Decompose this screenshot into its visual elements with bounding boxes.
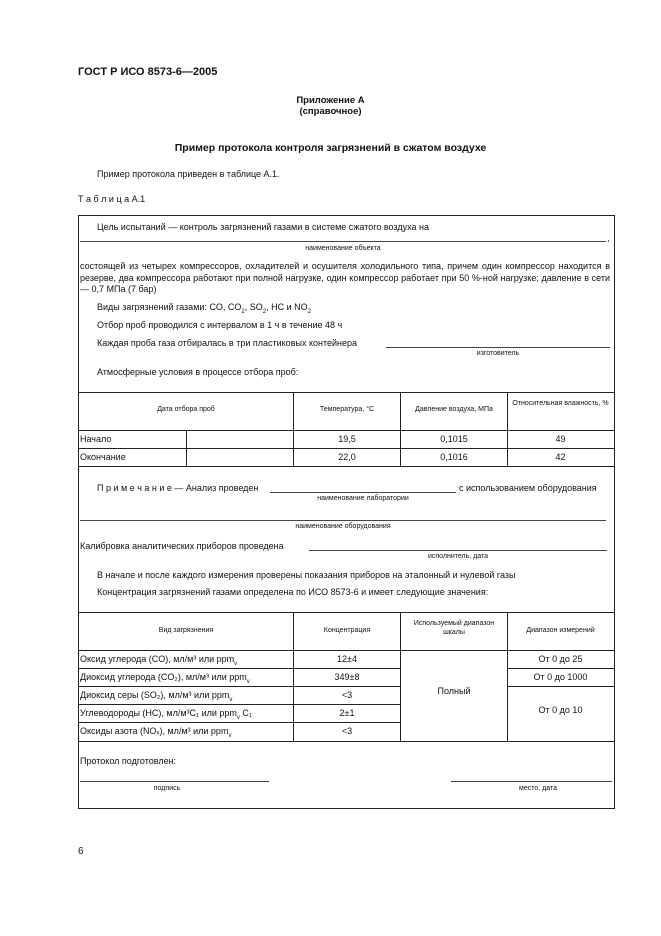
conc-row-hc-label: Углеводороды (HC), мл/м³C₁ или ppm$_v$ C₁ bbox=[80, 708, 252, 721]
conc-row-border-2b bbox=[507, 686, 615, 687]
cond-row-end-temp: 22,0 bbox=[338, 452, 356, 462]
conc-row-co-label: Оксид углерода (CO), мл/м³ или ppm$_v$ bbox=[80, 654, 238, 667]
cond-header-date: Дата отбора проб bbox=[157, 406, 215, 413]
check-line: В начале и после каждого измерения проверены показания приборов на эталонный и нулевой газы bbox=[97, 570, 516, 580]
note-prefix: П р и м е ч а н и е — Анализ проведен bbox=[97, 483, 259, 493]
conc-row-nox-value: <3 bbox=[341, 726, 353, 736]
place-date-caption: место, дата bbox=[519, 785, 557, 792]
cond-top-border bbox=[78, 392, 615, 393]
cond-sep-1 bbox=[186, 430, 187, 466]
cond-row-end-humidity: 42 bbox=[555, 452, 566, 462]
equipment-underline bbox=[80, 520, 606, 521]
purpose-comma: , bbox=[607, 233, 610, 243]
range-value-1: От 0 до 25 bbox=[538, 654, 583, 664]
contaminant-types: Виды загрязнений газами: CO, $CO_2$, $SO_2$, HC и $NO_2$ bbox=[97, 302, 311, 315]
conc-row-nox-label: Оксиды азота (NOₓ), мл/м³ или ppm$_v$ bbox=[80, 726, 232, 739]
conc-header-range: Диапазон измерений bbox=[526, 627, 595, 634]
conc-header-border bbox=[78, 650, 615, 651]
cond-row-start-label: Начало bbox=[80, 434, 112, 444]
document-header: ГОСТ Р ИСО 8573-6—2005 bbox=[78, 66, 218, 78]
conc-row-co2-value: 349±8 bbox=[334, 672, 360, 682]
annex-type: (справочное) bbox=[299, 106, 362, 117]
object-caption: наименование объекта bbox=[305, 245, 381, 252]
calibration-line: Калибровка аналитических приборов проведена bbox=[80, 541, 284, 551]
cond-header-temp: Температура, °С bbox=[319, 406, 375, 413]
cond-header-pressure: Давление воздуха, МПа bbox=[415, 406, 493, 413]
table-label: Т а б л и ц а А.1 bbox=[78, 194, 146, 204]
annex-title: Приложение А bbox=[296, 95, 365, 106]
conc-sep-2 bbox=[400, 612, 401, 741]
conc-header-scale: Используемый диапазон шкалы bbox=[413, 620, 495, 636]
cond-row-start-pressure: 0,1015 bbox=[440, 434, 468, 444]
system-description: состоящей из четырех компрессоров, охладителей и осушителя холодильного типа, причем один компрессор находится в резерве, два компрессора работают при полной нагрузке, один компрессор работает при 50 %-ной нагрузке; давление в сети — 0,7 МПа (7 бар) bbox=[80, 261, 610, 295]
conc-header-type: Вид загрязнения bbox=[158, 627, 214, 634]
executor-caption: исполнитель, дата bbox=[427, 553, 489, 560]
cond-header-border bbox=[78, 430, 615, 431]
conc-bottom-border bbox=[78, 741, 615, 742]
container-line: Каждая проба газа отбиралась в три пластиковых контейнера bbox=[97, 338, 357, 348]
executor-underline bbox=[309, 550, 607, 551]
scale-range-value: Полный bbox=[437, 686, 471, 696]
maker-underline bbox=[386, 347, 610, 348]
lab-caption: наименование лаборатории bbox=[317, 495, 409, 502]
cond-row-end-label: Окончание bbox=[80, 452, 126, 462]
lab-underline bbox=[270, 492, 456, 493]
section-heading: Пример протокола контроля загрязнений в сжатом воздухе bbox=[174, 142, 487, 154]
conc-row-hc-value: 2±1 bbox=[339, 708, 355, 718]
cond-row-start-temp: 19,5 bbox=[338, 434, 356, 444]
conc-row-border-1a bbox=[78, 668, 401, 669]
conc-header-conc: Концентрация bbox=[323, 627, 371, 634]
cond-row-end-pressure: 0,1016 bbox=[440, 452, 468, 462]
conc-row-so2-label: Диоксид серы (SO₂), мл/м³ или ppm$_v$ bbox=[80, 690, 233, 703]
conc-line: Концентрация загрязнений газами определена по ИСО 8573-6 и имеет следующие значения: bbox=[97, 587, 489, 597]
intro-text: Пример протокола приведен в таблице А.1. bbox=[97, 169, 280, 179]
place-date-underline bbox=[451, 781, 612, 782]
conc-row-border-2a bbox=[78, 686, 401, 687]
object-underline bbox=[80, 241, 606, 242]
conc-row-border-4 bbox=[78, 722, 401, 723]
signature-underline bbox=[80, 781, 269, 782]
range-value-2: От 0 до 1000 bbox=[533, 672, 588, 682]
sampling-interval: Отбор проб проводился с интервалом в 1 ч в течение 48 ч bbox=[97, 320, 343, 330]
conc-row-so2-value: <3 bbox=[341, 690, 353, 700]
prepared-by: Протокол подготовлен: bbox=[80, 756, 177, 766]
cond-row-border bbox=[78, 448, 615, 449]
atmos-line: Атмосферные условия в процессе отбора проб: bbox=[97, 367, 299, 377]
conc-row-border-3 bbox=[78, 704, 401, 705]
purpose-line: Цель испытаний — контроль загрязнений газами в системе сжатого воздуха на bbox=[97, 222, 429, 232]
equipment-caption: наименование оборудования bbox=[295, 523, 391, 530]
signature-caption: подпись bbox=[153, 785, 181, 792]
range-value-3: От 0 до 10 bbox=[538, 705, 583, 715]
cond-header-humidity: Относительная влажность, % bbox=[512, 400, 609, 407]
conc-top-border bbox=[78, 612, 615, 613]
note-suffix: с использованием оборудования bbox=[459, 483, 597, 493]
cond-bottom-border bbox=[78, 466, 615, 467]
conc-row-co-value: 12±4 bbox=[337, 654, 357, 664]
maker-caption: изготовитель bbox=[476, 350, 520, 357]
conc-row-co2-label: Диоксид углерода (CO₂), мл/м³ или ppm$_v$ bbox=[80, 672, 250, 685]
conc-row-border-1b bbox=[507, 668, 615, 669]
page-number: 6 bbox=[78, 846, 84, 857]
cond-row-start-humidity: 49 bbox=[555, 434, 566, 444]
